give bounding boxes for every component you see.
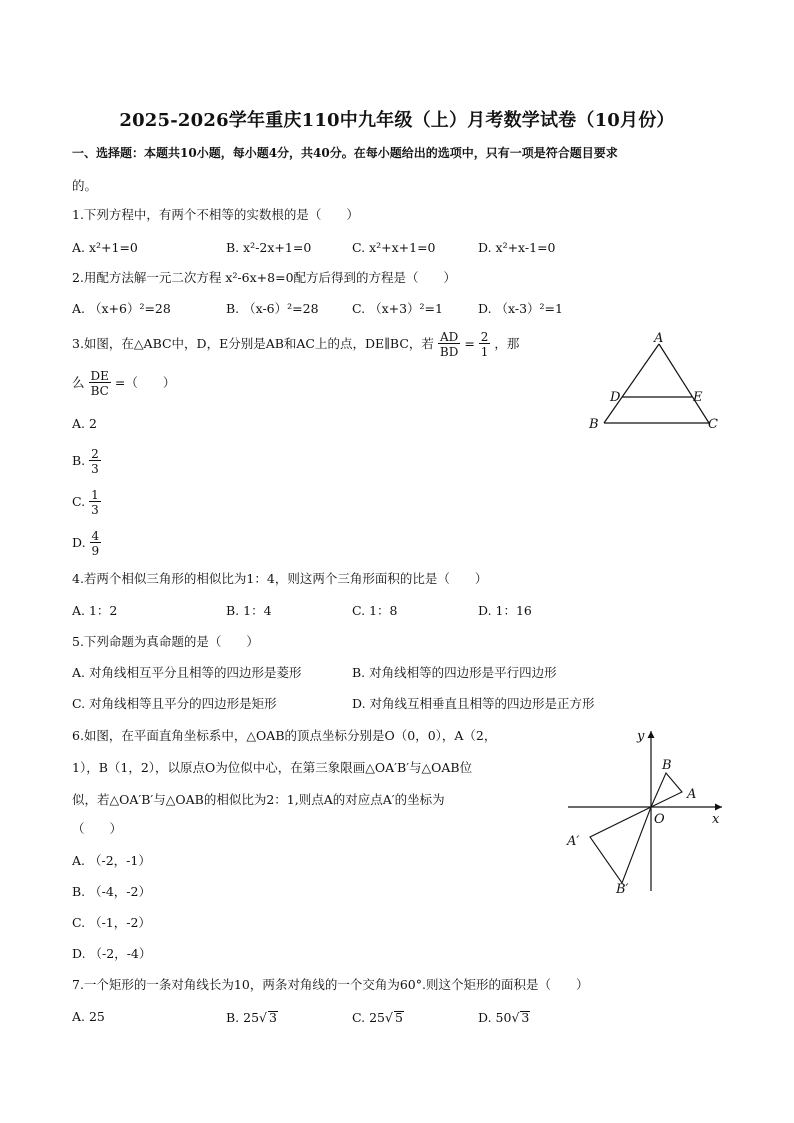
- q7-option-d: [478, 1011, 530, 1025]
- q7-stem: 7.一个矩形的一条对角线长为10，两条对角线的一个交角为60°.则这个矩形的面积是（ ）: [72, 977, 589, 992]
- q6-triangle-oab: [651, 773, 682, 807]
- q3-stem-text: 3.如图，在△ABC中，D，E分别是AB和AC上的点，DE∥BC，若: [72, 336, 434, 351]
- q3-side-ab: [604, 344, 659, 423]
- q1-stem: 1.下列方程中，有两个不相等的实数根的是（ ）: [72, 207, 359, 222]
- q3-b-denominator: 3: [91, 462, 99, 476]
- q3-label-d: D: [610, 390, 621, 405]
- q7-option-d-radicand: 3: [521, 1010, 530, 1025]
- q3-stem-line1: [72, 331, 519, 358]
- q3-option-c-fraction: [89, 489, 101, 516]
- q6-label-b-prime: B′: [616, 882, 629, 897]
- q2-option-a: A. （x+6）²=28: [72, 301, 171, 316]
- section-heading-line2: 的。: [72, 178, 98, 193]
- q6-stem-line4: （ ）: [72, 821, 123, 836]
- q3-ask-tail: =（ ）: [114, 375, 176, 390]
- q6-label-x: x: [712, 812, 720, 827]
- q6-label-a: A: [687, 787, 697, 802]
- q5-stem: 5.下列命题为真命题的是（ ）: [72, 634, 259, 649]
- q3-stem-line2: [72, 370, 175, 397]
- q3-label-a: A: [654, 331, 664, 346]
- q5-option-c: C. 对角线相等且平分的四边形是矩形: [72, 696, 277, 711]
- q6-label-b: B: [662, 758, 672, 773]
- q6-triangle-oa1b1: [590, 807, 651, 883]
- q7-option-c-radical: √ 5: [384, 1010, 403, 1025]
- q7-option-c-label: C. 25: [352, 1010, 385, 1025]
- q6-label-y: y: [637, 729, 645, 744]
- q3-d-denominator: 9: [91, 544, 100, 558]
- q3-option-c-label: C.: [72, 494, 86, 509]
- q2-option-d: D. （x-3）²=1: [478, 301, 563, 316]
- q3-stem-prefix: 么: [72, 375, 85, 390]
- q3-ask-denominator: BC: [89, 382, 111, 397]
- q6-coordinate-figure: [562, 725, 732, 897]
- q3-label-e: E: [693, 390, 703, 405]
- q4-option-c: C. 1：8: [352, 603, 398, 618]
- q7-option-b: [226, 1011, 278, 1025]
- q3-triangle-figure: [582, 330, 722, 440]
- q5-option-d: D. 对角线互相垂直且相等的四边形是正方形: [352, 696, 595, 711]
- q3-b-numerator: 2: [91, 447, 99, 461]
- q1-option-c: C. x²+x+1=0: [352, 240, 436, 255]
- q3-ask-numerator: DE: [90, 369, 109, 383]
- q3-option-d-fraction: [90, 530, 102, 557]
- q3-ratio-numerator: 2: [480, 330, 489, 344]
- q3-label-b: B: [589, 417, 599, 432]
- q3-side-ac: [659, 344, 709, 423]
- q6-option-a: A. （-2，-1）: [72, 853, 151, 868]
- q3-option-c: [72, 485, 101, 519]
- q4-stem: 4.若两个相似三角形的相似比为1：4，则这两个三角形面积的比是（ ）: [72, 571, 488, 586]
- q3-stem-tail: ，那: [494, 336, 520, 351]
- q3-option-a: A. 2: [72, 416, 97, 431]
- q3-ratio-fraction: [479, 331, 491, 358]
- q3-option-b: [72, 444, 101, 478]
- q3-d-numerator: 4: [91, 529, 100, 543]
- q3-option-b-label: B.: [72, 453, 86, 468]
- q3-option-d: [72, 526, 101, 560]
- q2-option-c: C. （x+3）²=1: [352, 301, 443, 316]
- q7-option-c: [352, 1011, 404, 1025]
- q3-label-c: C: [708, 417, 718, 432]
- q7-option-b-radical: √ 3: [259, 1010, 277, 1025]
- q3-ask-fraction: [89, 370, 111, 397]
- q7-option-b-label: B. 25: [226, 1010, 260, 1025]
- q3-c-denominator: 3: [91, 503, 99, 517]
- q7-option-c-radicand: 5: [394, 1010, 403, 1025]
- q3-ratio-denominator: 1: [480, 345, 489, 359]
- q6-stem-line1: 6.如图，在平面直角坐标系中，△OAB的顶点坐标分别是O（0，0），A（2，: [72, 728, 497, 743]
- q7-option-a: A. 25: [72, 1009, 105, 1024]
- exam-title: 2025-2026学年重庆110中九年级（上）月考数学试卷（10月份）: [119, 110, 675, 131]
- q6-label-a-prime: A′: [567, 834, 580, 849]
- q6-label-o: O: [654, 812, 665, 827]
- q6-option-b: B. （-4，-2）: [72, 884, 151, 899]
- q3-c-numerator: 1: [91, 488, 99, 502]
- q7-option-d-radical: √ 3: [511, 1010, 530, 1025]
- q7-option-d-label: D. 50: [478, 1010, 512, 1025]
- q4-option-b: B. 1：4: [226, 603, 272, 618]
- q4-option-d: D. 1：16: [478, 603, 532, 618]
- q6-stem-line3: 似，若△OA′B′与△OAB的相似比为2：1,则点A的对应点A′的坐标为: [72, 792, 445, 807]
- q3-option-d-label: D.: [72, 535, 86, 550]
- q1-option-a: A. x²+1=0: [72, 240, 138, 255]
- q1-option-d: D. x²+x-1=0: [478, 240, 556, 255]
- q2-stem: 2.用配方法解一元二次方程 x²-6x+8=0配方后得到的方程是（ ）: [72, 270, 457, 285]
- q5-option-b: B. 对角线相等的四边形是平行四边形: [352, 665, 557, 680]
- q3-condition-fraction: [438, 331, 460, 358]
- q3-cond-numerator: AD: [439, 330, 459, 344]
- q3-cond-denominator: BD: [439, 345, 459, 359]
- q7-option-b-radicand: 3: [269, 1010, 277, 1025]
- q3-option-b-fraction: [89, 448, 101, 475]
- q3-cond-equals: =: [464, 336, 475, 351]
- q2-option-b: B. （x-6）²=28: [226, 301, 319, 316]
- q6-stem-line2: 1），B（1，2），以原点O为位似中心，在第三象限画△OA′B′与△OAB位: [72, 760, 473, 775]
- q6-option-c: C. （-1，-2）: [72, 915, 151, 930]
- q5-option-a: A. 对角线相互平分且相等的四边形是菱形: [72, 665, 302, 680]
- q6-option-d: D. （-2，-4）: [72, 946, 152, 961]
- q1-option-b: B. x²-2x+1=0: [226, 240, 312, 255]
- section-heading-line1: 一、选择题：本题共10小题，每小题4分，共40分。在每小题给出的选项中，只有一项是符合题目要求: [72, 146, 618, 160]
- q4-option-a: A. 1：2: [72, 603, 118, 618]
